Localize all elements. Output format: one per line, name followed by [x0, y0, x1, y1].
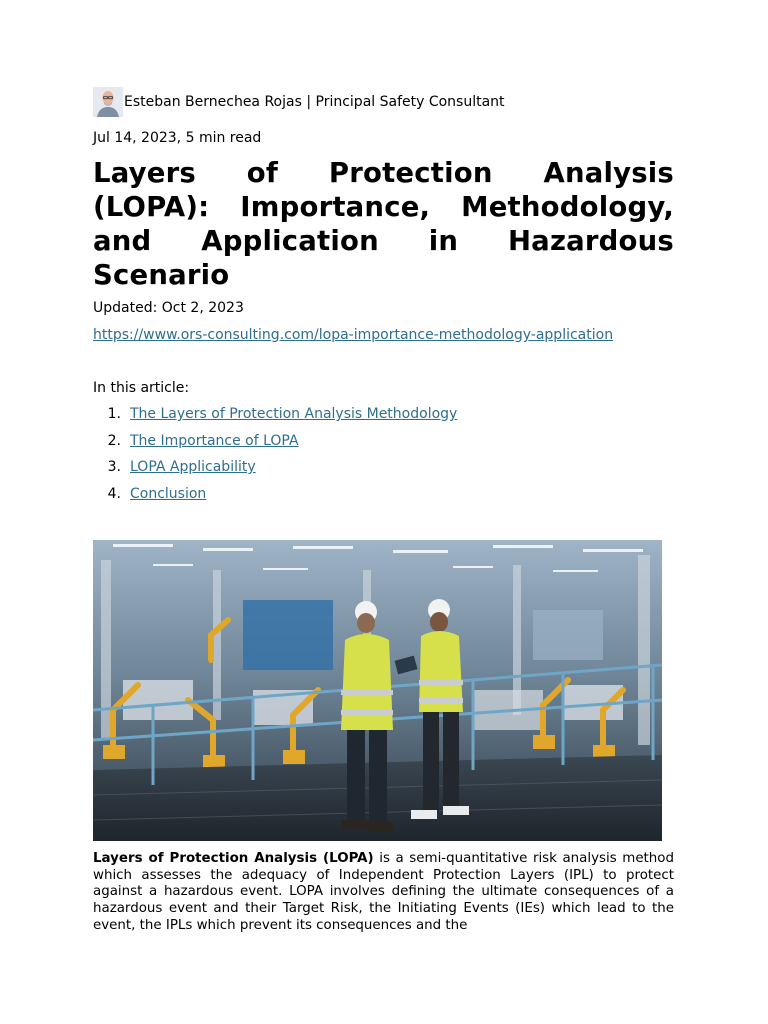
toc-link-applicability[interactable]: LOPA Applicability [130, 459, 256, 475]
author-name[interactable]: Esteban Bernechea Rojas | Principal Safety Consultant [124, 94, 505, 110]
intro-text: is a semi-quantitative risk analysis method which assesses the adequacy of Independent Protection Layers (IPL) to protect against a hazardous event. LOPA involves defining the ultimate consequences of a hazardous event and their Target Risk, the Initiating Events (IEs) which lead to the event, the IPLs which prevent its consequences and the [93, 851, 674, 933]
toc-link-conclusion[interactable]: Conclusion [130, 485, 207, 502]
author-byline [93, 87, 505, 117]
toc-item [93, 457, 457, 484]
person-portrait-icon [93, 87, 123, 117]
article-intro-paragraph [93, 851, 674, 935]
table-of-contents [93, 404, 457, 510]
toc-item-number: 3. [107, 459, 121, 475]
article-url-link[interactable]: https://www.ors-consulting.com/lopa-importance-methodology-application [93, 327, 614, 343]
updated-date: Updated: Oct 2, 2023 [93, 300, 244, 316]
toc-item [93, 431, 457, 458]
toc-item-number: 1. [107, 406, 121, 422]
toc-label: In this article: [93, 380, 190, 396]
toc-item [93, 484, 457, 511]
toc-link-importance[interactable]: The Importance of LOPA [130, 432, 299, 449]
toc-link-methodology[interactable]: The Layers of Protection Analysis Methodology [130, 406, 458, 422]
toc-item [93, 404, 457, 431]
publish-date-read-time: Jul 14, 2023, 5 min read [93, 130, 262, 146]
factory-engineers-photo-icon [93, 540, 662, 841]
intro-bold-term: Layers of Protection Analysis (LOPA) [93, 851, 374, 866]
article-title: Layers of Protection Analysis (LOPA): Importance, Methodology, and Application in Hazardous Scenario [93, 157, 674, 291]
toc-item-number: 4. [107, 485, 121, 502]
toc-item-number: 2. [107, 432, 121, 449]
